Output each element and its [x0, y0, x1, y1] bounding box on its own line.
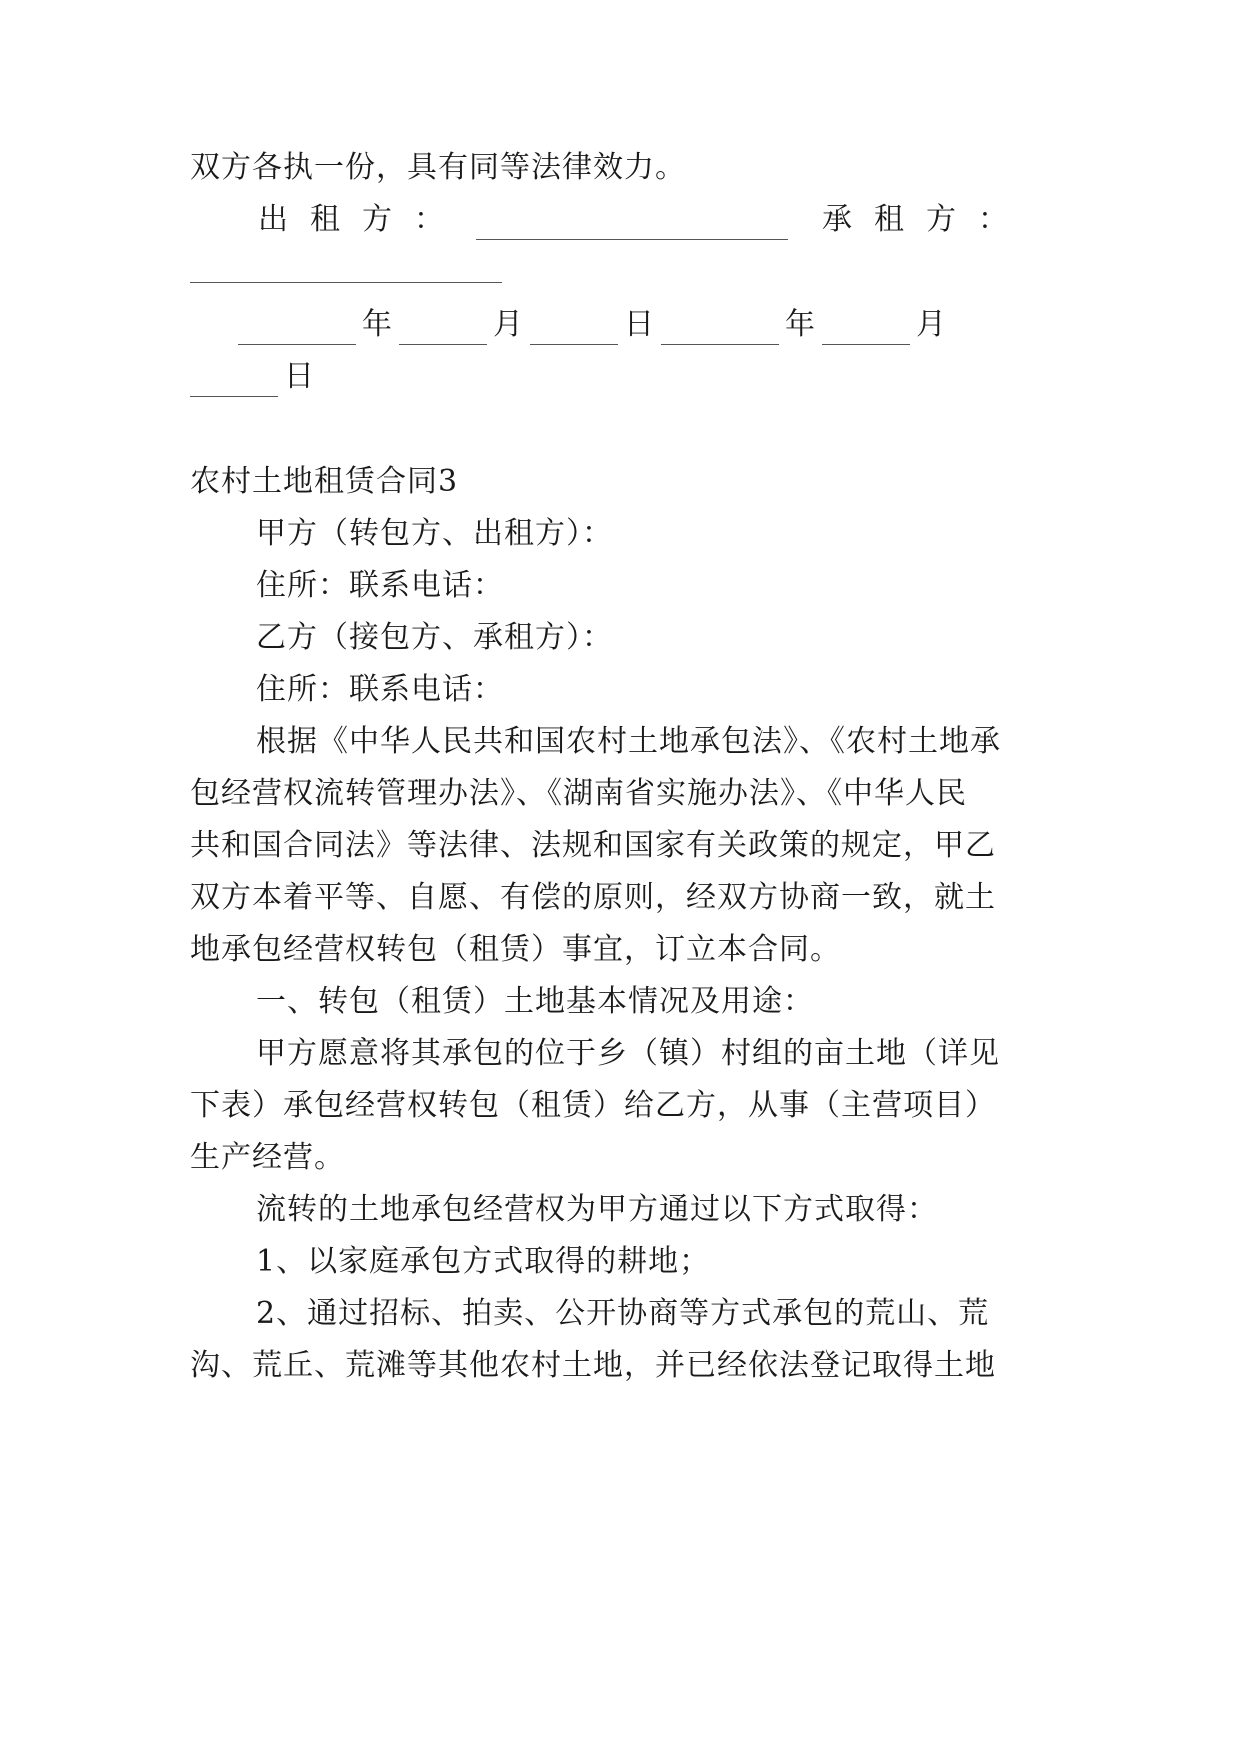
clause-1-line: 生产经营。: [190, 1140, 345, 1175]
lessee-label: 承租方：: [822, 202, 1030, 237]
year-label: 年: [362, 307, 393, 342]
preamble-line: 根据《中华人民共和国农村土地承包法》、《农村土地承: [256, 724, 1001, 759]
date-row: [238, 305, 1058, 345]
acquisition-item-2-line: 沟、荒丘、荒滩等其他农村土地，并已经依法登记取得土地: [190, 1348, 996, 1383]
clause-1-line: 下表）承包经营权转包（租赁）给乙方，从事（主营项目）: [190, 1088, 996, 1123]
lessor-month-blank[interactable]: [399, 314, 487, 345]
section-title: 农村土地租赁合同3: [190, 464, 459, 499]
preamble-line: 包经营权流转管理办法》、《湖南省实施办法》、《中华人民: [190, 776, 967, 811]
acquisition-item-1: 1、以家庭承包方式取得的耕地；: [256, 1244, 711, 1279]
lessee-blank[interactable]: [190, 252, 502, 283]
lessee-blank-row: [190, 252, 1050, 294]
closing-line: 双方各执一份，具有同等法律效力。: [190, 150, 686, 185]
preamble-line: 地承包经营权转包（租赁）事宜，订立本合同。: [190, 932, 841, 967]
party-a-contact: 住所：联系电话：: [256, 568, 504, 603]
clause-1-line: 甲方愿意将其承包的位于乡（镇）村组的亩土地（详见: [256, 1036, 1000, 1071]
lessee-day-blank[interactable]: [190, 366, 278, 397]
month-label: 月: [493, 307, 524, 342]
day-label-2: 日: [284, 359, 315, 394]
lessor-year-blank[interactable]: [238, 314, 356, 345]
year-label-2: 年: [785, 307, 816, 342]
party-b: 乙方（接包方、承租方）：: [256, 620, 613, 655]
signature-parties-row: [258, 200, 1058, 240]
lessor-label: 出租方：: [258, 202, 466, 237]
month-label-2: 月: [916, 307, 947, 342]
clause-1-heading: 一、转包（租赁）土地基本情况及用途：: [256, 984, 814, 1019]
party-b-contact: 住所：联系电话：: [256, 672, 504, 707]
lessee-year-blank[interactable]: [661, 314, 779, 345]
party-a: 甲方（转包方、出租方）：: [256, 516, 613, 551]
lessee-month-blank[interactable]: [822, 314, 910, 345]
acquisition-item-2-line: 2、通过招标、拍卖、公开协商等方式承包的荒山、荒: [256, 1296, 990, 1331]
preamble-line: 共和国合同法》等法律、法规和国家有关政策的规定，甲乙: [190, 828, 996, 863]
date-row-continued: [190, 357, 1050, 397]
lessor-day-blank[interactable]: [530, 314, 618, 345]
day-label: 日: [624, 307, 655, 342]
acquisition-intro: 流转的土地承包经营权为甲方通过以下方式取得：: [256, 1192, 938, 1227]
lessor-blank[interactable]: [476, 209, 788, 240]
preamble-line: 双方本着平等、自愿、有偿的原则，经双方协商一致，就土: [190, 880, 996, 915]
